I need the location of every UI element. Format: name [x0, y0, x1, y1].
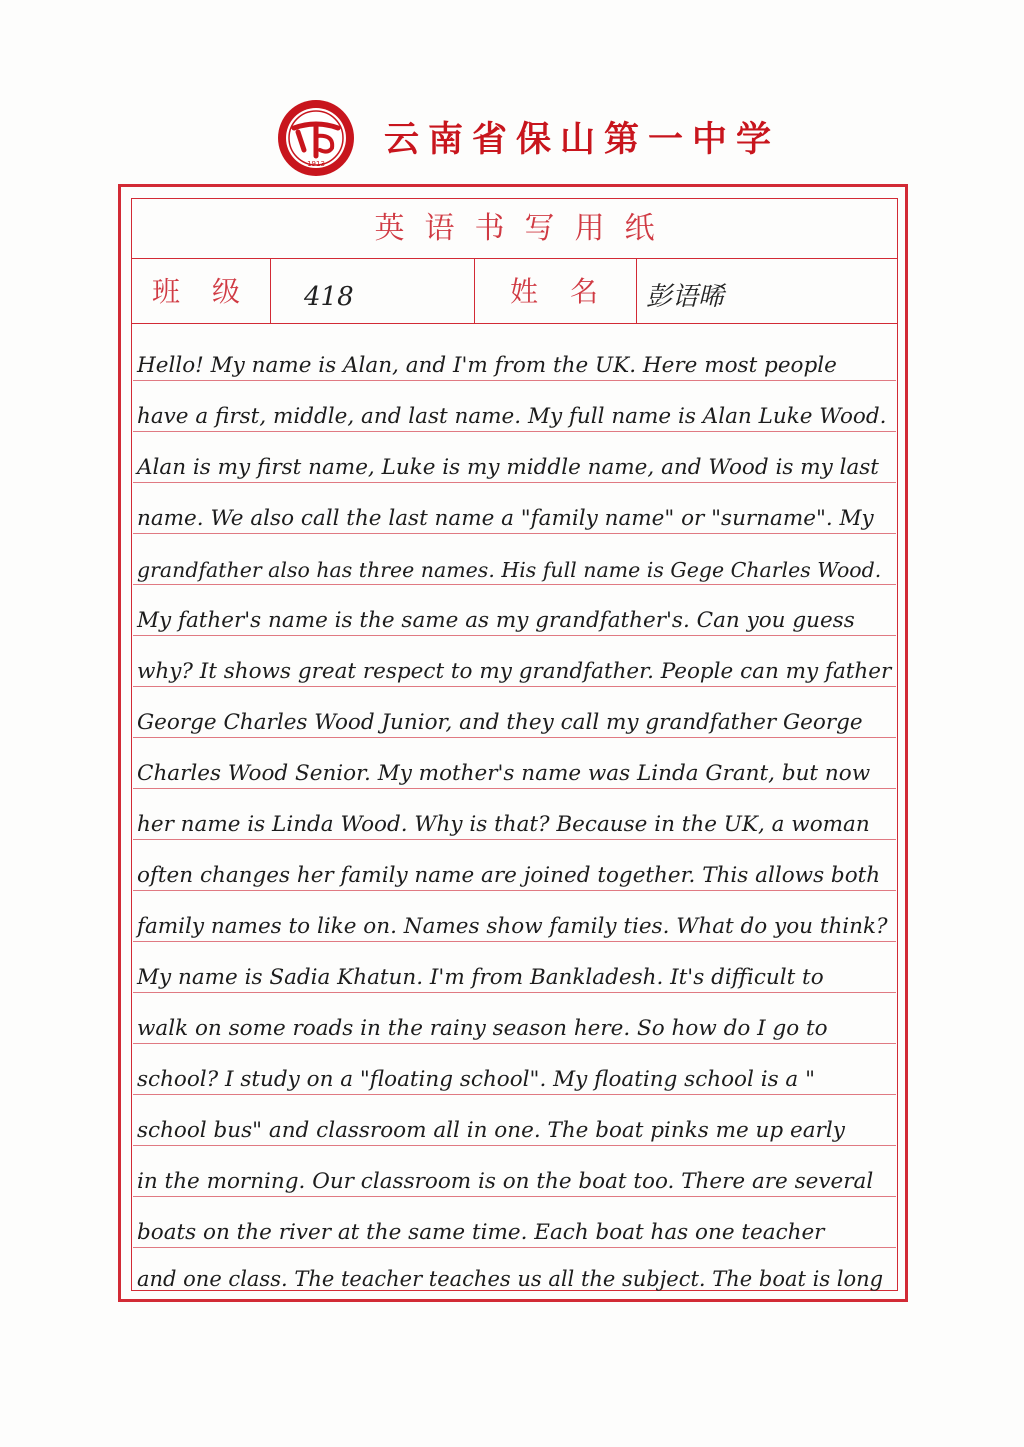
body-line: school bus" and classroom all in one. The boat pinks me up early — [137, 1118, 845, 1143]
body-line: Alan is my first name, Luke is my middle name, and Wood is my last — [137, 455, 879, 480]
title-divider — [131, 258, 898, 259]
body-line: why? It shows great respect to my grandfather. People can my father — [137, 659, 892, 684]
body-line: George Charles Wood Junior, and they call my grandfather George — [137, 710, 863, 735]
body-line: boats on the river at the same time. Each boat has one teacher — [137, 1220, 825, 1245]
class-value: 418 — [304, 282, 354, 312]
body-line: family names to like on. Names show family ties. What do you think? — [137, 914, 888, 939]
body-line: Charles Wood Senior. My mother's name was Linda Grant, but now — [137, 761, 871, 786]
school-header — [0, 92, 1024, 182]
body-line: My name is Sadia Khatun. I'm from Bankladesh. It's difficult to — [137, 965, 824, 990]
body-line: name. We also call the last name a "family name" or "surname". My — [137, 506, 874, 531]
body-line: grandfather also has three names. His full name is Gege Charles Wood. — [137, 558, 882, 582]
body-line: and one class. The teacher teaches us all the subject. The boat is long — [137, 1267, 884, 1291]
body-line: My father's name is the same as my grandfather's. Can you guess — [137, 608, 855, 633]
school-name: 云南省保山第一中学 — [384, 119, 781, 160]
info-cell-divider — [474, 258, 475, 323]
body-line: in the morning. Our classroom is on the boat too. There are several — [137, 1169, 874, 1194]
body-line: Hello! My name is Alan, and I'm from the UK. Here most people — [137, 353, 837, 378]
body-line: have a first, middle, and last name. My full name is Alan Luke Wood. — [137, 404, 887, 429]
logo-year: 1913 — [307, 160, 325, 168]
body-line: often changes her family name are joined together. This allows both — [137, 863, 881, 888]
body-line: school? I study on a "floating school". My floating school is a " — [137, 1067, 815, 1092]
body-line: walk on some roads in the rainy season here. So how do I go to — [137, 1016, 828, 1041]
school-logo-seal — [276, 98, 356, 178]
info-row-divider — [131, 323, 898, 324]
info-cell-divider — [636, 258, 637, 323]
sheet-title: 英语书写用纸 — [374, 211, 675, 246]
name-value: 彭语晞 — [646, 282, 725, 312]
body-line: her name is Linda Wood. Why is that? Because in the UK, a woman — [137, 812, 870, 837]
name-label: 姓名 — [510, 275, 631, 308]
class-label: 班级 — [152, 275, 273, 308]
